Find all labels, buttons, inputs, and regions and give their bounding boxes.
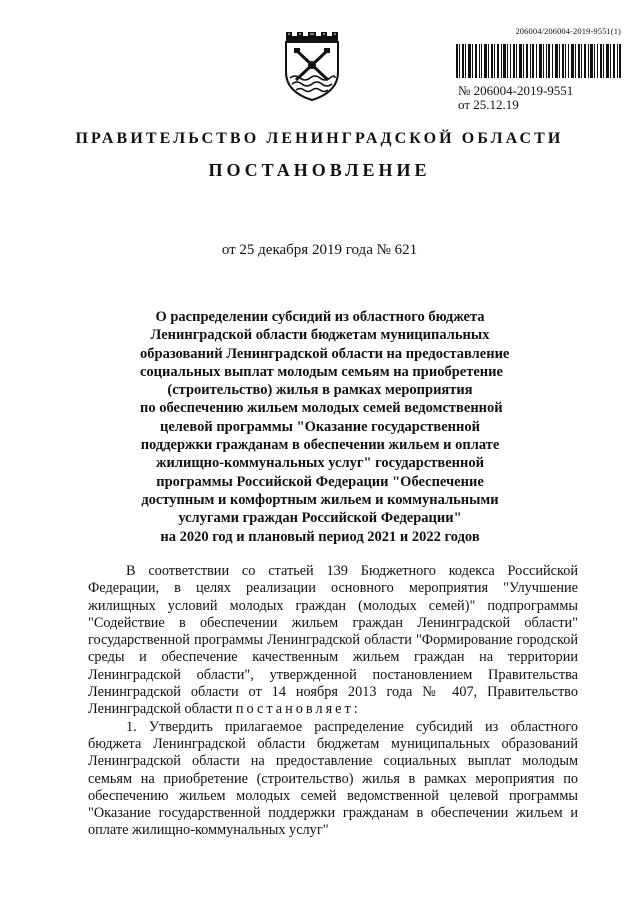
- preamble-text: В соответствии со статьей 139 Бюджетного кодекса Российской Федерации, в целях реализации основного мероприятия "Улучшение жилищных условий молодых граждан (молодых семей)" подпрограммы "Содействие в обеспечении жильем граждан Ленинградской области" государственной программы Ленинградской области "Формирование городской среды и обеспечение качественным жильем граждан на территории Ленинградской области", утвержденной постановлением Правительства Ленинградской области от 14 ноября 2013 года № 407, Правительство Ленинградской области: [88, 563, 578, 718]
- subject-line: целевой программы "Оказание государственной: [160, 418, 480, 435]
- document-id: 206004/206004-2019-9551(1): [515, 26, 621, 36]
- resolution-body: [88, 563, 578, 840]
- subject-line: доступным и комфортным жильем и коммунальными: [141, 491, 499, 508]
- subject-line: на 2020 год и плановый период 2021 и 2022 годов: [160, 528, 480, 545]
- subject-line: жилищно-коммунальных услуг" государственной: [156, 455, 484, 472]
- subject-line: поддержки гражданам в обеспечении жильем и оплате: [140, 437, 500, 454]
- resolves-word: постановляет:: [235, 701, 361, 718]
- subject-line: Ленинградской области бюджетам муниципальных: [150, 327, 490, 344]
- document-type: ПОСТАНОВЛЕНИЕ: [208, 160, 431, 180]
- subject-line: услугами граждан Российской Федерации": [178, 510, 462, 527]
- barcode-icon: [456, 44, 621, 78]
- registration-block: [458, 84, 573, 112]
- subject-line: (строительство) жилья в рамках мероприятия: [167, 382, 473, 399]
- subject-line: социальных выплат молодым семьям на приобретение: [140, 363, 503, 380]
- government-title: ПРАВИТЕЛЬСТВО ЛЕНИНГРАДСКОЙ ОБЛАСТИ: [75, 130, 564, 147]
- subject-line: программы Российской Федерации "Обеспечение: [156, 473, 484, 490]
- subject-line: О распределении субсидий из областного бюджета: [155, 309, 485, 325]
- resolution-date-number: от 25 декабря 2019 года № 621: [221, 242, 418, 258]
- subject-line: образований Ленинградской области на предоставление: [140, 345, 510, 362]
- subject-line: по обеспечению жильем молодых семей ведомственной: [140, 400, 503, 417]
- resolution-subject: [140, 308, 510, 546]
- registration-date: от 25.12.19: [458, 97, 519, 112]
- registration-number: № 206004-2019-9551: [458, 83, 574, 98]
- preamble-paragraph: [88, 563, 578, 719]
- item-1-paragraph: 1. Утвердить прилагаемое распределение субсидий из областного бюджета Ленинградской области бюджетам муниципальных образований Ленинградской области на предоставление социальных выплат молодым семьям на приобретение (строительство) жилья в рамках мероприятия по обеспечению жильем молодых семей ведомственной целевой программы "Оказание государственной поддержки гражданам в обеспечении жильем и оплате жилищно-коммунальных услуг": [88, 718, 578, 839]
- coat-of-arms-icon: [280, 22, 344, 102]
